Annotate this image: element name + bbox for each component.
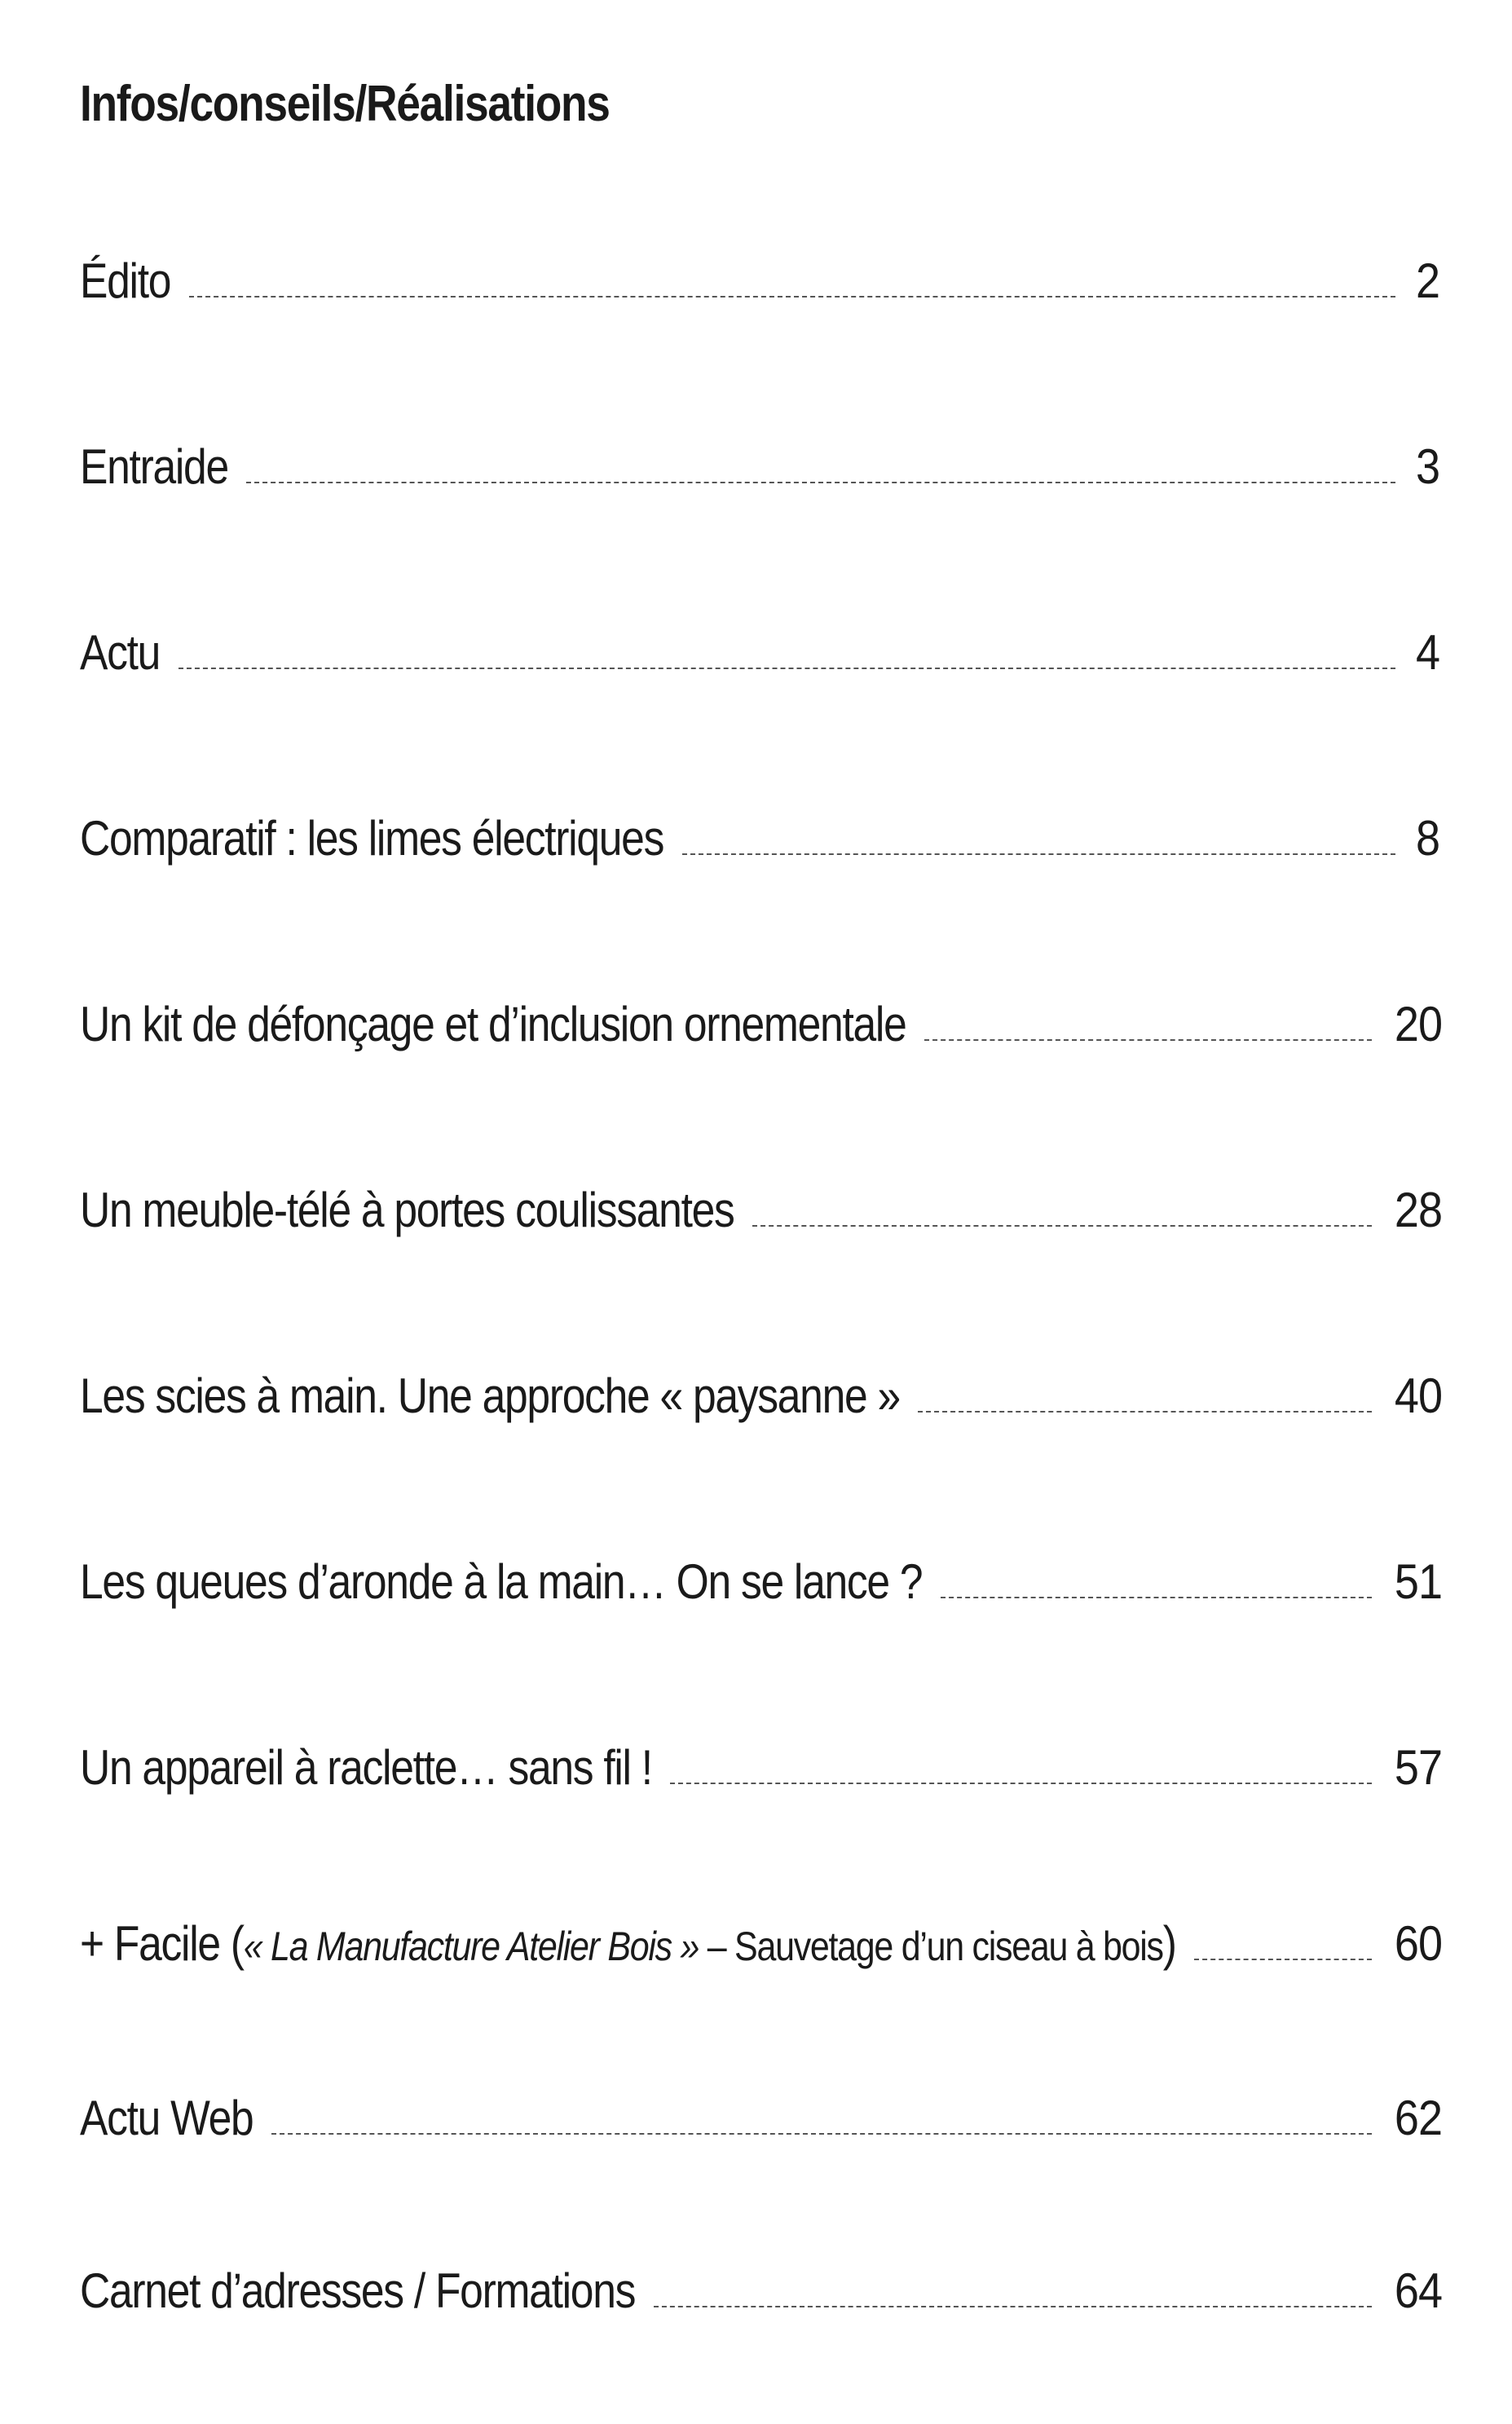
dot-leader <box>1194 1959 1372 1960</box>
toc-entry-title-dash: – <box>699 1924 735 1969</box>
toc-entry-title: Les queues d’aronde à la main… On se lance ? <box>80 1554 923 1609</box>
toc-entry-page: 64 <box>1394 2263 1443 2318</box>
toc-entry-page: 51 <box>1394 1554 1443 1609</box>
toc-entry <box>80 996 1443 1061</box>
toc-entry <box>80 253 1438 318</box>
dot-leader <box>752 1225 1372 1227</box>
toc-entry-page: 8 <box>1416 811 1440 866</box>
dot-leader <box>670 1783 1372 1784</box>
toc-entry-title-italic: « La Manufacture Atelier Bois » <box>243 1924 699 1969</box>
toc-entry-title-suffix: ) <box>1162 1916 1176 1971</box>
toc-entry <box>80 1739 1443 1805</box>
dot-leader <box>918 1411 1372 1413</box>
dot-leader <box>654 2306 1372 2307</box>
toc-entry-page: 4 <box>1416 625 1440 680</box>
toc-entry <box>80 1182 1443 1247</box>
toc-entry <box>80 2090 1443 2155</box>
toc-entry <box>80 439 1438 504</box>
toc-entry-title: Comparatif : les limes électriques <box>80 811 664 866</box>
toc-entry-title <box>80 1915 1176 1972</box>
toc-entry <box>80 2263 1443 2328</box>
toc-entry-page: 28 <box>1394 1183 1443 1237</box>
dot-leader <box>271 2133 1372 2135</box>
toc-entry-page: 40 <box>1394 1368 1443 1423</box>
toc-entry-title-small: Sauvetage d’un ciseau à bois <box>734 1924 1163 1969</box>
toc-entry <box>80 624 1438 690</box>
toc-entry <box>80 1554 1443 1619</box>
dot-leader <box>189 296 1395 297</box>
toc-entry-title: Actu Web <box>80 2091 253 2145</box>
toc-entry-page: 3 <box>1416 439 1440 494</box>
toc-entry-title: Carnet d’adresses / Formations <box>80 2263 636 2318</box>
dot-leader <box>924 1039 1372 1041</box>
toc-entry <box>80 810 1438 875</box>
toc-entry-title: Un meuble-télé à portes coulissantes <box>80 1183 734 1237</box>
toc-entry-title: Un appareil à raclette… sans fil ! <box>80 1740 652 1795</box>
section-heading: Infos/conseils/Réalisations <box>80 76 610 132</box>
toc-entry-title: Édito <box>80 253 171 308</box>
toc-entry-page: 20 <box>1394 997 1443 1051</box>
toc-entry <box>80 1368 1443 1433</box>
toc-entry <box>80 1915 1443 1981</box>
toc-entry-page: 60 <box>1394 1916 1443 1971</box>
dot-leader <box>179 668 1395 669</box>
dot-leader <box>246 482 1395 483</box>
dot-leader <box>682 853 1395 855</box>
dot-leader <box>941 1597 1372 1598</box>
toc-entry-title: Les scies à main. Une approche « paysanne » <box>80 1368 900 1423</box>
toc-entry-page: 62 <box>1394 2091 1443 2145</box>
toc-entry-title: Actu <box>80 625 161 680</box>
toc-entry-page: 2 <box>1416 253 1440 308</box>
toc-entry-title: Entraide <box>80 439 228 494</box>
toc-entry-page: 57 <box>1394 1740 1443 1795</box>
toc-entry-title-prefix: + Facile ( <box>80 1916 244 1971</box>
toc-entry-title: Un kit de défonçage et d’inclusion ornementale <box>80 997 906 1051</box>
